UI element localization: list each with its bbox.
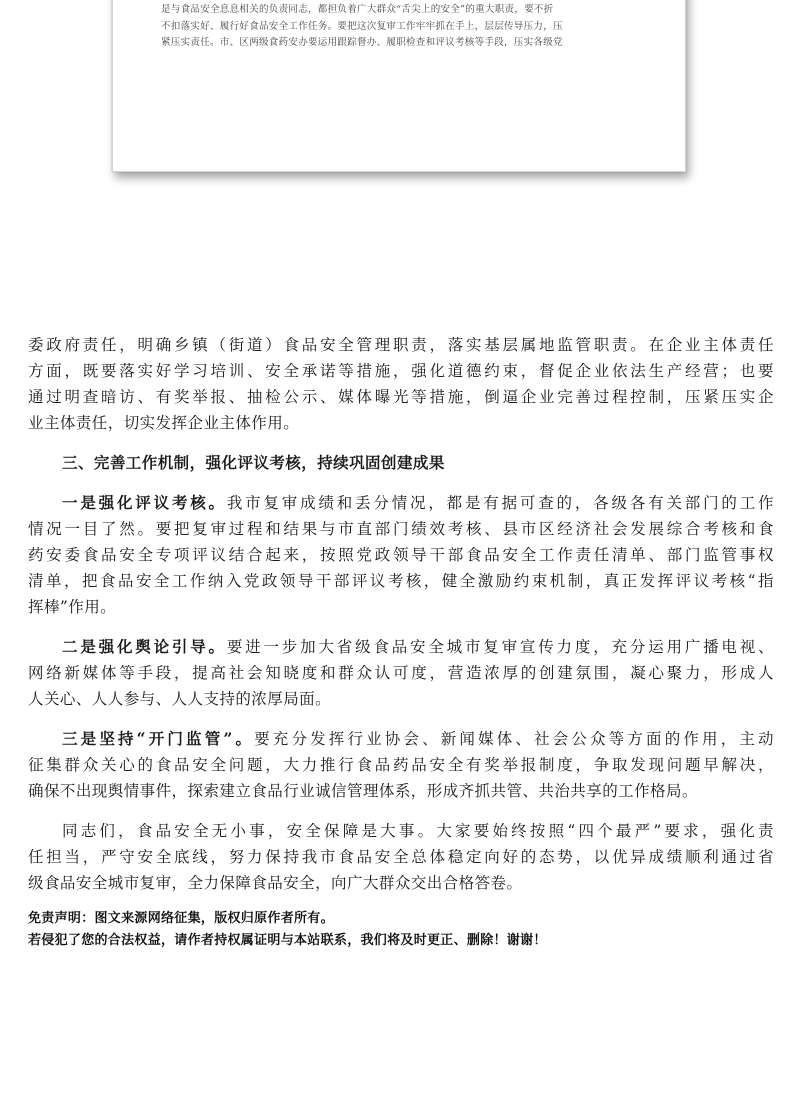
paragraph-lead: 二是强化舆论引导。 <box>62 637 227 656</box>
text-line: 网络新媒体等手段，提高社会知晓度和群众认可度，营造浓厚的创建氛围，凝心聚力，形成人 <box>28 664 774 682</box>
paragraph-closing <box>28 818 774 896</box>
page-preview-card <box>112 0 686 172</box>
text-line: 方面，既要落实好学习培训、安全承诺等措施，强化道德约束，督促企业依法生产经营；也要 <box>28 362 774 380</box>
section-heading: 三、完善工作机制，强化评议考核，持续巩固创建成果 <box>62 453 445 472</box>
text-line: 任担当，严守安全底线，努力保持我市食品安全总体稳定向好的态势，以优异成绩顺利通过省 <box>28 848 774 866</box>
paragraph-lead: 一是强化评议考核。 <box>62 493 227 512</box>
paragraph-public-opinion <box>28 634 774 712</box>
text-line: 情况一目了然。要把复审过程和结果与市直部门绩效考核、县市区经济社会发展综合考核和食 <box>28 520 774 538</box>
text-line: 通过明查暗访、有奖举报、抽检公示、媒体曝光等措施，倒逼企业完善过程控制，压紧压实企 <box>28 388 774 406</box>
text-line: 同志们，食品安全无小事，安全保障是大事。大家要始终按照“四个最严”要求，强化责 <box>62 822 774 840</box>
text-line: 三是坚持“开门监管”。要充分发挥行业协会、新闻媒体、社会公众等方面的作用，主动 <box>62 729 774 748</box>
page-preview-area <box>0 0 800 300</box>
paragraph-open-supervision <box>28 726 774 804</box>
text-line: 人关心、人人参与、人人支持的浓厚局面。 <box>28 690 332 708</box>
paragraph-lead: 三是坚持“开门监管”。 <box>62 729 255 748</box>
text-line: 二是强化舆论引导。要进一步加大省级食品安全城市复审宣传力度，充分运用广播电视、 <box>62 637 774 656</box>
paragraph-enterprise-responsibility <box>28 332 774 436</box>
paragraph-evaluation <box>28 490 774 620</box>
document-body <box>28 332 774 896</box>
preview-text <box>161 2 639 52</box>
text-line: 清单，把食品安全工作纳入党政领导干部评议考核，健全激励约束机制，真正发挥评议考核“指 <box>28 572 774 590</box>
preview-line: 紧压实责任。市、区两级食药安办要运用跟踪督办、履职检查和评议考核等手段，压实各级党 <box>161 37 563 48</box>
disclaimer-line: 免责声明：图文来源网络征集，版权归原作者所有。 <box>28 911 334 926</box>
preview-line: 不扣落实好、履行好食品安全工作任务。要把这次复审工作牢牢抓在手上，层层传导压力，压 <box>161 20 563 32</box>
text-line: 委政府责任，明确乡镇（街道）食品安全管理职责，落实基层属地监管职责。在企业主体责任 <box>28 336 774 354</box>
disclaimer <box>28 908 774 952</box>
text-line: 业主体责任，切实发挥企业主体作用。 <box>28 414 300 432</box>
disclaimer-line: 若侵犯了您的合法权益，请作者持权属证明与本站联系，我们将及时更正、删除！谢谢！ <box>28 933 547 948</box>
text-line: 级食品安全城市复审，全力保障食品安全，向广大群众交出合格答卷。 <box>28 874 523 892</box>
text-line: 药安委食品安全专项评议结合起来，按照党政领导干部食品安全工作责任清单、部门监管事权 <box>28 546 774 564</box>
preview-line: 是与食品安全息息相关的负责同志，都担负着广大群众“舌尖上的安全”的重大职责，要不折 <box>161 4 554 15</box>
text-line: 征集群众关心的食品安全问题，大力推行食品药品安全有奖举报制度，争取发现问题早解决， <box>28 756 774 774</box>
text-line: 确保不出现舆情事件，探索建立食品行业诚信管理体系，形成齐抓共管、共治共享的工作格局。 <box>28 782 698 800</box>
text-line: 一是强化评议考核。我市复审成绩和丢分情况，都是有据可查的，各级各有关部门的工作 <box>62 493 774 512</box>
text-line: 挥棒”作用。 <box>28 598 117 616</box>
